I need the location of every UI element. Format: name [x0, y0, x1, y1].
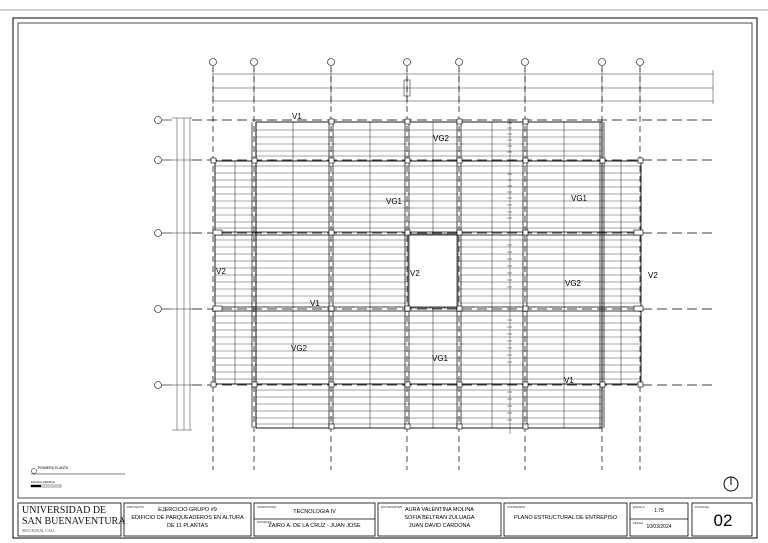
sheet-tag: PLANCHA — [695, 505, 710, 509]
scale-tag: ESCALA — [633, 505, 645, 509]
student-name: AURA VALENTINA MOLINA — [405, 507, 474, 513]
university-line: SAN BUENAVENTURA — [22, 516, 126, 527]
date-tag: FECHA — [633, 521, 644, 525]
beam-label: VG1 — [571, 194, 588, 203]
scale-value: 1:75 — [654, 508, 664, 514]
project-line: EDIFICIO DE PARQUEADEROS EN ALTURA — [131, 515, 244, 521]
beam-label: VG1 — [432, 354, 449, 363]
scale-label: ESCALA GRAFICA — [31, 480, 56, 484]
graphic-scale-fill — [31, 485, 41, 487]
course-tag: ASIGNATURA — [257, 505, 277, 509]
axis-bubbles-top — [210, 59, 644, 66]
campus-name: SECCIONAL CALI — [22, 528, 55, 533]
north-arrow-icon — [724, 477, 738, 491]
beam-label: V1 — [564, 376, 574, 385]
students-tag: ESTUDIANTES — [381, 505, 403, 509]
beam-label: V2 — [410, 269, 420, 278]
joists-bottom-wing — [256, 390, 602, 424]
university-line: UNIVERSIDAD DE — [22, 505, 107, 516]
content-title: PLANO ESTRUCTURAL DE ENTREPISO — [513, 515, 618, 521]
sheet-number: 02 — [713, 511, 733, 530]
beam-label: V2 — [216, 267, 226, 276]
dimension-ticks-top — [213, 70, 713, 104]
beam-label: V1 — [292, 112, 302, 121]
university-name — [22, 505, 125, 527]
project-tag: PROYECTO — [127, 505, 144, 509]
reinforcement-marks — [507, 118, 512, 434]
content-tag: CONTENIDO — [507, 505, 525, 509]
project-line: EJERCICIO GRUPO #9 — [158, 507, 217, 513]
project-line: DE 11 PLANTAS — [166, 523, 209, 529]
course-name: TECNOLOGIA IV — [293, 509, 336, 515]
student-name: JUAN DAVID CARDONA — [408, 523, 471, 529]
plan-label: PRIMERA PLANTA — [38, 466, 69, 470]
joists-main-lower — [215, 316, 641, 379]
date-value: 10/03/2024 — [646, 524, 672, 530]
plan-marker-icon — [32, 469, 37, 474]
beam-label: VG2 — [565, 279, 582, 288]
beam-label: VG2 — [291, 344, 308, 353]
sheet-border-outer — [13, 18, 757, 538]
dimension-chain-top — [213, 74, 713, 101]
joists-top-wing — [256, 130, 602, 156]
beam-label: VG2 — [433, 134, 450, 143]
drawing-frame — [18, 23, 752, 498]
beam-label: V1 — [310, 299, 320, 308]
dimension-chain-left — [172, 118, 192, 430]
teacher-name: ZAIRO A. DE LA CRUZ - JUAN JOSE — [268, 523, 361, 529]
teacher-tag: DOCENTE — [257, 520, 272, 524]
axis-bubbles-left — [155, 117, 173, 389]
plan-label-group — [31, 466, 125, 487]
student-name: SOFIA BELTRAN ZULUAGA — [404, 515, 475, 521]
beam-label: V2 — [648, 271, 658, 280]
beam-label: VG1 — [386, 197, 403, 206]
